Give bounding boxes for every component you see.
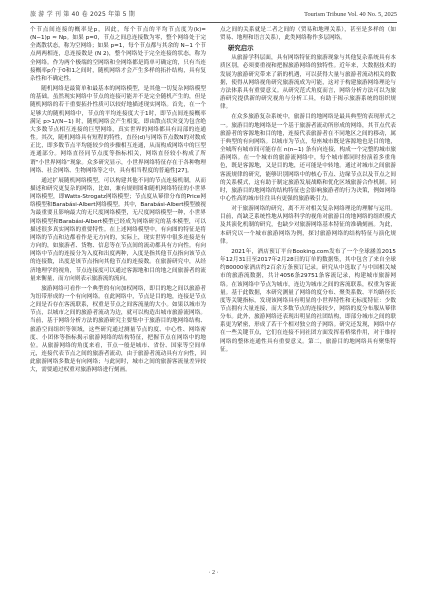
paragraph: 随机网络是最简单和最基本的网络模型，是其他一切复杂网络模型的基础。虽然现实网络中节点的连接可能并不是完全随机产生的，但是随机网络的若干重要拓扑性质可以较好地描述现实网络。首先，在一个足够大的随机网络中，节点的平均连接度大于1时，即节点间连接概率满足 p>1/(N−1) 时，随机网络会产生相变，即由散点状突变为包含绝大多数节点相互连接的巨型网络，真实世界的网络都具有局部的连通性。其次，随机网络具有短程的特性，直径(d)与网络节点数N的对数成正比，即多数节点平均能较少的步骤相互连通，从而构成网络中的巨型连通部分。网络直径同节点度等指标相关，网络直径较小构成了所谓“小世界网络”现象。众多研究显示，小世界网络特征存在于各种物理网络、社会网络、生物网络等之中，具有相当程度的普遍性[27]。: [30, 86, 206, 174]
running-header: [30, 8, 397, 23]
journal-info-en: Tourism Tribune Vol. 40 No. 5, 2025: [304, 11, 397, 18]
paragraph: 旅游网络可看作一个典型的有向加权网络，即目的地之间以旅游者为纽带形成的一个有向网络。在此网络中，节点是目的地，连接是节点之间是否存在客流联系，权重是节点之间客流量的大小。如果以城市为节点，以城市之间的旅游者流动为边，就可以构造出城市旅游流网络。当前，基于网络分析方法的旅游研究主要集中于旅游目的地网络结构、旅游空间组织等领域，这些研究通过测量节点的度、中心性、网络密度、小团体等指标揭示旅游网络的结构特征，把握节点在网络中的地位。从旅游网络的角度来看，节点一般是城市、省份、国家等空间单元，连接代表节点之间的旅游者流动，由于旅游者流动具有方向性，因此旅游网络多数是有向网络；与此同时，城市之间的旅游客流量差异较大，需要通过权重对旅游网络进行刻画。: [30, 285, 206, 374]
paragraph: 在众多旅游复杂系统中，旅游目的地网络是最具典型的表现形式之一。旅游目的地网络是一个基于旅游者流动所形成的网络，其节点代表旅游者的客源地和目的地，连接代表旅游者在不同地区之间的移动，属于典型的有向网络。以城市为节点，每座城市既是客源地也是目的地，全城所有城市间可能存在 n(n−1) 条有向连接，构成一个完整的城市旅游网络。在一个城市的旅游流网络中，每个城市都同时扮演着多重角色，既是客源地，又是目的地，还可能是中转地。通过对城市之间旅游客流规律的研究，能够识别网络中的核心节点、边缘节点以及节点之间的关系模式，这有助于制定旅游发展战略和优化区域旅游合作机制。同时，旅游目的地网络的结构特征也会影响旅游者的行为决策，例如网络中心性高的城市往往具有更强的旅游吸引力。: [220, 114, 396, 202]
paragraph: 点之间的关系就是二者之间的（贸易和地理关系），甚至是多样的（如贸易、地理和语言关系），此类网络称作多层网络。: [220, 27, 396, 42]
paragraph: 对于旅游网络的研究，离不开对相关复杂网络理论的理解与运用。目前，尚缺乏系统性地从网络科学的视角对旅游目的地网络的组织模式及其演化机制的研究，也缺少对旅游网络基本特征的准确刻画。为此，本研究以一个城市旅游网络为例，探讨旅游网络的结构特征与演化规律。: [220, 206, 396, 245]
paragraph: 从旅游学科层面，具有网络特征的旅游现象与其他复杂系统具有本质区别，必须要重视和把握旅游网络的独特性。近年来，大数据技术的发展为旅游研究带来了新的机遇，可以获得大量与旅游者流动相关的数据，使得从网络视角研究旅游流成为可能，这对于构建旅游网络理论与方法体系具有重要意义。从研究范式角度而言，网络分析方法可以为旅游研究提供新的研究视角与分析工具，有助于揭示旅游系统的组织规律。: [220, 55, 396, 111]
journal-info-cn: 旅 游 学 刊 第 40 卷 2025 年第 5 期: [30, 11, 135, 18]
left-column: [30, 26, 206, 556]
right-column: [220, 26, 396, 556]
paragraph: 个节点间连接的概率是p，因此，每个节点的平均节点度为(k)=(N−1)p ≈ Np。如果 p=0，节点之间总连接数为零，整个网络处于完全离散状态，称为空网络；如果 p=1，每个节点都与其余的 N−1 个节点两两相连，总连接数是 (N 2)，整个网络处于完全连接的状态，称为全网络。作为两个极端的空网络和全网络都是简单可确定的，只有当连接概率p介于0和1之间时，随机网络才会产生多样的拓扑结构，具有复杂性和不确定性。: [30, 27, 206, 82]
paragraph: 2021年，酒店预订平台Booking.com发布了一个全球涵盖2015年12月31日至2017年2月28日的订单的数据集，其中包含了来自全球约80000家酒店约2百余万条预订记录。研究从中选取了与中国相关城市的旅游流数据，共计4056条29751条客流记录，构建城市旅游网络。在该网络中节点为城市，连边为城市之间的客流联系，权重为客流量。基于此数据，本研究测量了网络的度分布、聚类系数、平均路径长度等关键指标，发现该网络具有明显的小世界特性和无标度特征：少数节点拥有大量连接，而大多数节点的连接较少，网络的度分布服从幂律分布。此外，旅游网络还表现出明显的社团结构，即部分城市之间的联系更为紧密，形成了若干个相对独立的子网络。研究还发现，网络中存在一些关键节点，它们在连接不同社团方面发挥着桥梁作用，对于维持网络的整体连通性具有重要意义。第二，旅游目的地网络具有聚集特征。: [220, 248, 396, 353]
section-heading: 研究启示: [228, 44, 254, 53]
paragraph: 通过扩展随机网络模型，可以构建其他不同的节点连接机制，从而描述和研究更复杂的网络，比如，兼有规则图和随机网络特征的小世界网络模型，即Watts-Strogatz网络模型；节点度从幂律分布的Price网络模型和Barabási-Albert网络模型。其中，Barabási-Albert模型被视为最重要且影响最大的无尺度网络模型，无尺度网络模型一种，小世界网络模型和Barabási-Albert模型已经成为网络研究的基本模型，可以描述很多真实网络的重要特性。在上述网络模型中，有向图的特征是将网络的节点和边都看作是无方向的，实际上，现实世界中很多连接是有方向的，如旅游者、货物、信息等在节点间的流动都具有方向性。有向网络中节点的连接分为入度和出度两种，入度是指其他节点指向该节点的连接数，出度是该节点指向其他节点的连接数。在旅游研究中，从经济地理学的视角，节点连接度可以通过客源地和目的地之间旅游者的流量来衡量，而方向则表示旅游流的流向。: [30, 177, 206, 282]
page-number: · 2 ·: [208, 570, 219, 576]
